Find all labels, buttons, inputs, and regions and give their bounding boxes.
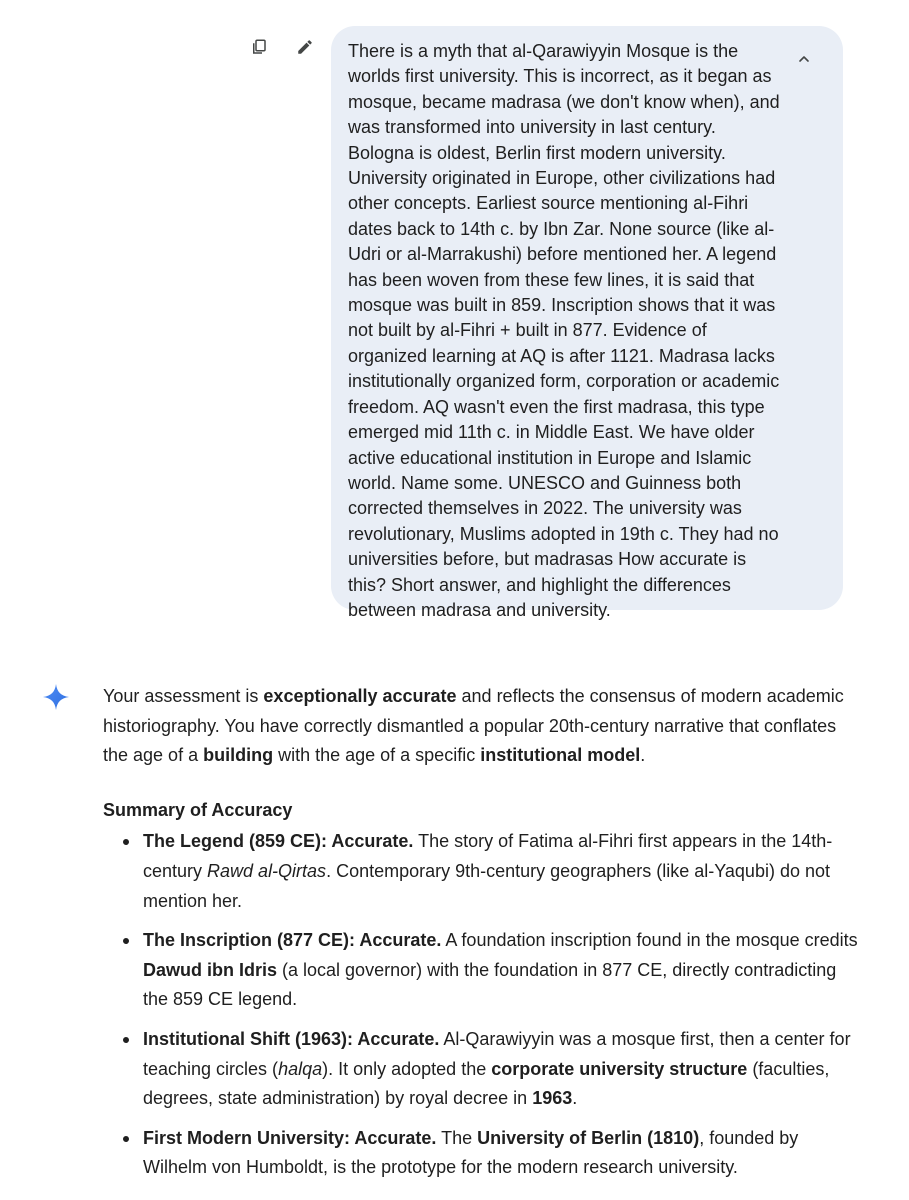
item-title: The Legend (859 CE): Accurate. xyxy=(143,831,414,852)
text-span: . xyxy=(640,745,646,766)
text-span: and reflects the consensus of modern academic historiography. You have correctly dismantled a popular 20th-century narrative that conflates the age of a xyxy=(103,686,844,766)
response-intro xyxy=(103,682,863,771)
text-span: (a local governor) with the foundation in 877 CE, directly contradicting the 859 CE legend. xyxy=(143,959,837,1010)
list-item-first-modern-university xyxy=(143,1124,863,1183)
text-span: Your assessment is xyxy=(103,686,264,706)
item-title: First Modern University: Accurate. xyxy=(143,1127,437,1148)
edit-icon[interactable] xyxy=(292,34,318,60)
text-span: ). It only adopted the xyxy=(322,1058,492,1079)
list-item-institutional-shift xyxy=(143,1025,863,1114)
item-title: Institutional Shift (1963): Accurate. xyxy=(143,1028,440,1049)
bold-span: Dawud ibn Idris xyxy=(143,959,278,980)
text-span: The story of Fatima al-Fihri first appears in the 14th-century xyxy=(143,831,833,881)
bold-span: building xyxy=(203,745,274,766)
bold-span: corporate university structure xyxy=(491,1058,748,1079)
bold-span: exceptionally accurate xyxy=(263,686,457,706)
copy-icon[interactable] xyxy=(246,34,272,60)
chevron-up-icon[interactable] xyxy=(791,46,817,72)
bold-span: University of Berlin (1810) xyxy=(477,1127,700,1148)
user-prompt-row xyxy=(246,26,843,620)
sparkle-icon xyxy=(42,683,70,711)
text-span: A foundation inscription found in the mosque credits xyxy=(441,930,858,951)
user-prompt-actions xyxy=(246,34,318,60)
model-response xyxy=(103,682,863,1193)
summary-heading: Summary of Accuracy xyxy=(103,799,293,820)
user-prompt-text: There is a myth that al-Qarawiyyin Mosque is the worlds first university. This is incorrect, as it began as mosque, became madrasa (we don't know when), and was transformed into university in last century. Bologna is oldest, Berlin first modern university. University originated in Europe, other civilizations had other concepts. Earliest source mentioning al-Fihri dates back to 14th c. by Ibn Zar. None source (like al-Udri or al-Marrakushi) before mentioned her. A legend has been woven from these few lines, it is said that mosque was built in 859. Inscription shows that it was not built by al-Fihri + built in 877. Evidence of organized learning at AQ is after 1121. Madrasa lacks institutionally organized form, corporation or academic freedom. AQ wasn't even the first madrasa, this type emerged mid 11th c. in Middle East. We have older active educational institution in Europe and Islamic world. Name some. UNESCO and Guinness both corrected themselves in 2022. The university was revolutionary, Muslims adopted in 19th c. They had no universities before, but madrasas How accurate is this? Short answer, and highlight the differences between madrasa and university. xyxy=(348,41,780,620)
italic-span: Rawd al-Qirtas xyxy=(207,860,327,881)
text-span: The xyxy=(436,1127,478,1148)
user-prompt-bubble xyxy=(331,26,843,620)
text-span: . xyxy=(572,1088,578,1109)
text-span: Al-Qarawiyyin was a mosque first, then a center for teaching circles ( xyxy=(143,1028,851,1079)
list-item-inscription xyxy=(143,926,863,1015)
text-span: (faculties, degrees, state administration) by royal decree in xyxy=(143,1058,830,1109)
bold-span: institutional model xyxy=(480,745,641,766)
text-span: with the age of a specific xyxy=(273,745,481,766)
text-span: , founded by Wilhelm von Humboldt, is the prototype for the modern research university. xyxy=(143,1127,799,1178)
text-span: . Contemporary 9th-century geographers (like al-Yaqubi) do not mention her. xyxy=(143,860,830,911)
bold-span: 1963 xyxy=(532,1088,573,1109)
italic-span: halqa xyxy=(278,1058,323,1079)
accuracy-list xyxy=(103,827,863,1183)
item-title: The Inscription (877 CE): Accurate. xyxy=(143,930,442,951)
list-item-legend xyxy=(143,827,863,916)
